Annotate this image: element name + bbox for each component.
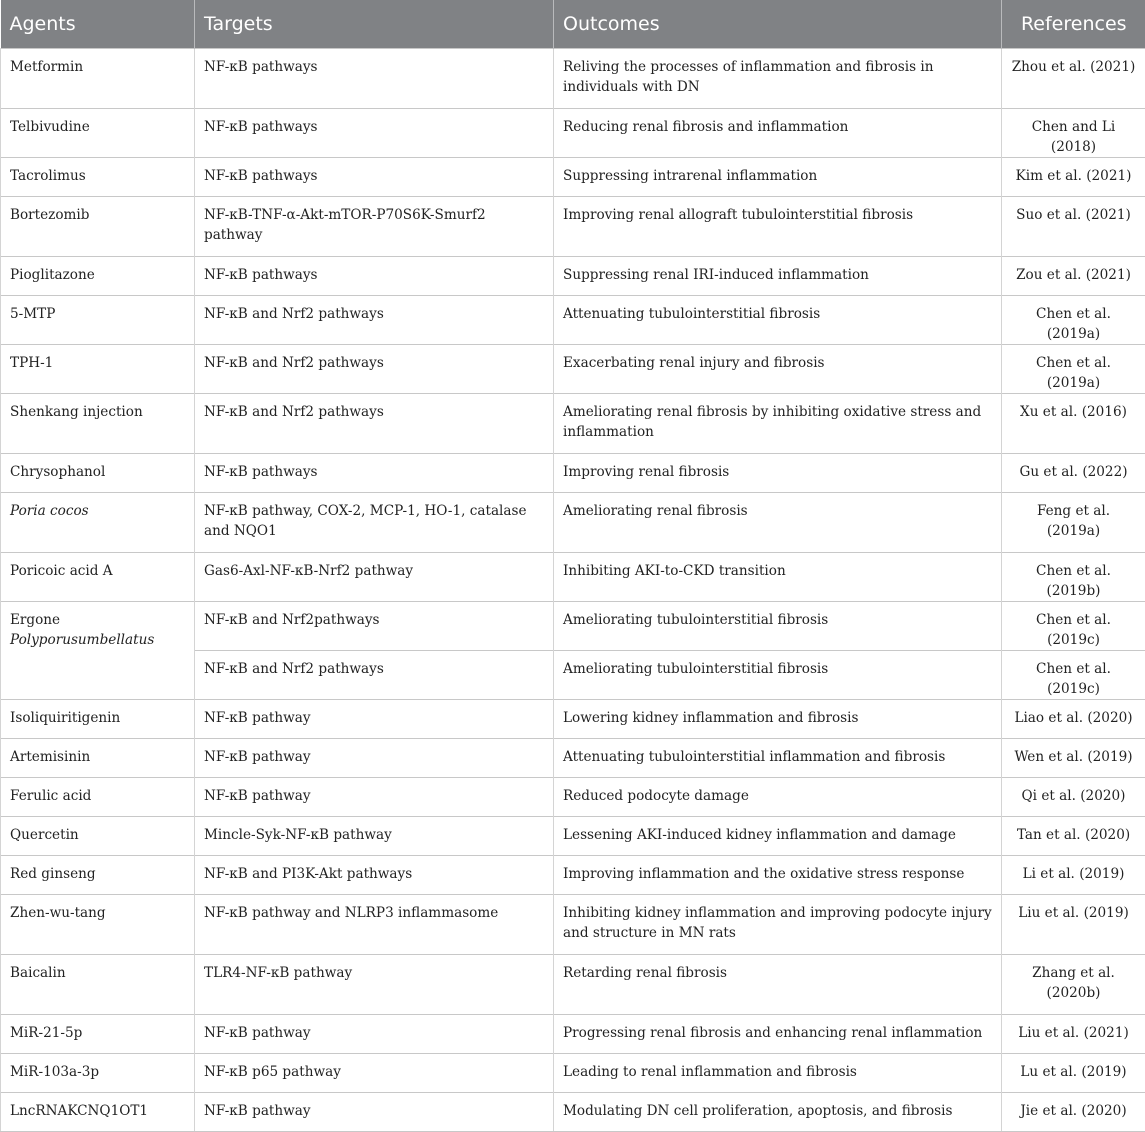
reference-cell: Liu et al. (2019) — [1002, 895, 1145, 955]
outcome-cell: Suppressing intrarenal inflammation — [554, 158, 1002, 197]
reference-cell: Qi et al. (2020) — [1002, 778, 1145, 817]
outcome-cell: Progressing renal fibrosis and enhancing renal inflammation — [554, 1015, 1002, 1054]
table-row — [1, 454, 1145, 493]
header-row — [1, 0, 1145, 49]
agent-cell — [1, 651, 195, 700]
outcome-cell: Inhibiting AKI-to-CKD transition — [554, 553, 1002, 602]
table-row — [1, 602, 1145, 651]
reference-cell: Chen et al. (2019b) — [1002, 553, 1145, 602]
reference-cell: Zou et al. (2021) — [1002, 257, 1145, 296]
agent-cell: Poria cocos — [1, 493, 195, 553]
agent-cell — [1, 602, 195, 651]
target-cell: TLR4-NF-кB pathway — [195, 955, 554, 1015]
agent-cell: MiR-21-5p — [1, 1015, 195, 1054]
agent-cell: Quercetin — [1, 817, 195, 856]
table-row — [1, 817, 1145, 856]
outcome-cell: Attenuating tubulointerstitial inflammation and fibrosis — [554, 739, 1002, 778]
reference-cell: Jie et al. (2020) — [1002, 1093, 1145, 1132]
header-agents: Agents — [1, 0, 195, 49]
outcome-cell: Attenuating tubulointerstitial fibrosis — [554, 296, 1002, 345]
reference-cell: Xu et al. (2016) — [1002, 394, 1145, 454]
agent-cell: Metformin — [1, 49, 195, 109]
reference-cell: Chen et al. (2019a) — [1002, 345, 1145, 394]
reference-cell: Zhou et al. (2021) — [1002, 49, 1145, 109]
agent-name: Ergone — [10, 612, 60, 628]
reference-cell: Chen et al. (2019a) — [1002, 296, 1145, 345]
target-cell: Mincle-Syk-NF-кB pathway — [195, 817, 554, 856]
outcome-cell: Lowering kidney inflammation and fibrosis — [554, 700, 1002, 739]
agent-cell: Zhen-wu-tang — [1, 895, 195, 955]
table-row — [1, 955, 1145, 1015]
agent-cell: Bortezomib — [1, 197, 195, 257]
target-cell: NF-кB pathway and NLRP3 inflammasome — [195, 895, 554, 955]
outcome-cell: Ameliorating renal fibrosis — [554, 493, 1002, 553]
table-row — [1, 651, 1145, 700]
outcome-cell: Ameliorating renal fibrosis by inhibiting oxidative stress and inflammation — [554, 394, 1002, 454]
agent-cell: LncRNAKCNQ1OT1 — [1, 1093, 195, 1132]
agent-cell: TPH-1 — [1, 345, 195, 394]
table-row — [1, 895, 1145, 955]
target-cell: NF-кB pathways — [195, 109, 554, 158]
reference-cell: Feng et al. (2019a) — [1002, 493, 1145, 553]
table-row — [1, 1093, 1145, 1132]
target-cell: NF-кB and Nrf2 pathways — [195, 345, 554, 394]
reference-cell: Liu et al. (2021) — [1002, 1015, 1145, 1054]
agent-cell: Telbivudine — [1, 109, 195, 158]
target-cell: NF-кB pathway — [195, 700, 554, 739]
table-row — [1, 856, 1145, 895]
target-cell: NF-кB-TNF-α-Akt-mTOR-P70S6K-Smurf2 pathway — [195, 197, 554, 257]
table-row — [1, 197, 1145, 257]
agent-cell: Poricoic acid A — [1, 553, 195, 602]
outcome-cell: Suppressing renal IRI-induced inflammation — [554, 257, 1002, 296]
table-row — [1, 739, 1145, 778]
outcome-cell: Improving renal allograft tubulointerstitial fibrosis — [554, 197, 1002, 257]
target-cell: NF-кB and PI3K-Akt pathways — [195, 856, 554, 895]
agent-cell: Shenkang injection — [1, 394, 195, 454]
reference-cell: Chen and Li (2018) — [1002, 109, 1145, 158]
outcome-cell: Leading to renal inflammation and fibrosis — [554, 1054, 1002, 1093]
outcome-cell: Exacerbating renal injury and fibrosis — [554, 345, 1002, 394]
reference-cell: Lu et al. (2019) — [1002, 1054, 1145, 1093]
agent-cell: Isoliquiritigenin — [1, 700, 195, 739]
target-cell: NF-кB and Nrf2 pathways — [195, 296, 554, 345]
target-cell: NF-кB pathways — [195, 257, 554, 296]
reference-cell: Chen et al. (2019c) — [1002, 651, 1145, 700]
agent-cell: Ferulic acid — [1, 778, 195, 817]
header-targets: Targets — [195, 0, 554, 49]
agent-cell: Red ginseng — [1, 856, 195, 895]
outcome-cell: Reducing renal fibrosis and inflammation — [554, 109, 1002, 158]
agent-name-species: Polyporusumbellatus — [10, 632, 154, 648]
agent-cell: Chrysophanol — [1, 454, 195, 493]
target-cell: NF-кB and Nrf2 pathways — [195, 394, 554, 454]
table-row — [1, 49, 1145, 109]
outcome-cell: Reduced podocyte damage — [554, 778, 1002, 817]
table-row — [1, 296, 1145, 345]
target-cell: NF-кB and Nrf2 pathways — [195, 651, 554, 700]
target-cell: Gas6-Axl-NF-кB-Nrf2 pathway — [195, 553, 554, 602]
outcome-cell: Modulating DN cell proliferation, apoptosis, and fibrosis — [554, 1093, 1002, 1132]
target-cell: NF-кB pathways — [195, 158, 554, 197]
outcome-cell: Reliving the processes of inflammation and fibrosis in individuals with DN — [554, 49, 1002, 109]
reference-cell: Zhang et al. (2020b) — [1002, 955, 1145, 1015]
agent-cell: Artemisinin — [1, 739, 195, 778]
reference-cell: Gu et al. (2022) — [1002, 454, 1145, 493]
target-cell: NF-кB pathway — [195, 1093, 554, 1132]
table-row — [1, 1054, 1145, 1093]
reference-cell: Liao et al. (2020) — [1002, 700, 1145, 739]
outcome-cell: Inhibiting kidney inflammation and improving podocyte injury and structure in MN rats — [554, 895, 1002, 955]
agent-cell: Pioglitazone — [1, 257, 195, 296]
table-row — [1, 778, 1145, 817]
reference-cell: Li et al. (2019) — [1002, 856, 1145, 895]
table-row — [1, 394, 1145, 454]
table-row — [1, 345, 1145, 394]
target-cell: NF-кB pathway — [195, 1015, 554, 1054]
target-cell: NF-кB pathways — [195, 49, 554, 109]
table-row — [1, 1015, 1145, 1054]
table-row — [1, 158, 1145, 197]
reference-cell: Tan et al. (2020) — [1002, 817, 1145, 856]
agent-cell: MiR-103a-3p — [1, 1054, 195, 1093]
target-cell: NF-кB p65 pathway — [195, 1054, 554, 1093]
outcome-cell: Improving inflammation and the oxidative stress response — [554, 856, 1002, 895]
reference-cell: Kim et al. (2021) — [1002, 158, 1145, 197]
reference-cell: Wen et al. (2019) — [1002, 739, 1145, 778]
agent-cell: 5-MTP — [1, 296, 195, 345]
target-cell: NF-кB pathway, COX-2, MCP-1, HO-1, catalase and NQO1 — [195, 493, 554, 553]
table-row — [1, 553, 1145, 602]
outcome-cell: Lessening AKI-induced kidney inflammation and damage — [554, 817, 1002, 856]
table-row — [1, 257, 1145, 296]
header-references: References — [1002, 0, 1145, 49]
table-row — [1, 700, 1145, 739]
reference-cell: Suo et al. (2021) — [1002, 197, 1145, 257]
header-outcomes: Outcomes — [554, 0, 1002, 49]
outcome-cell: Ameliorating tubulointerstitial fibrosis — [554, 602, 1002, 651]
outcome-cell: Retarding renal fibrosis — [554, 955, 1002, 1015]
target-cell: NF-кB pathways — [195, 454, 554, 493]
agent-cell: Tacrolimus — [1, 158, 195, 197]
target-cell: NF-кB pathway — [195, 739, 554, 778]
reference-cell: Chen et al. (2019c) — [1002, 602, 1145, 651]
target-cell: NF-кB pathway — [195, 778, 554, 817]
outcome-cell: Ameliorating tubulointerstitial fibrosis — [554, 651, 1002, 700]
agent-cell: Baicalin — [1, 955, 195, 1015]
table-row — [1, 493, 1145, 553]
table-row — [1, 109, 1145, 158]
outcome-cell: Improving renal fibrosis — [554, 454, 1002, 493]
target-cell: NF-кB and Nrf2pathways — [195, 602, 554, 651]
